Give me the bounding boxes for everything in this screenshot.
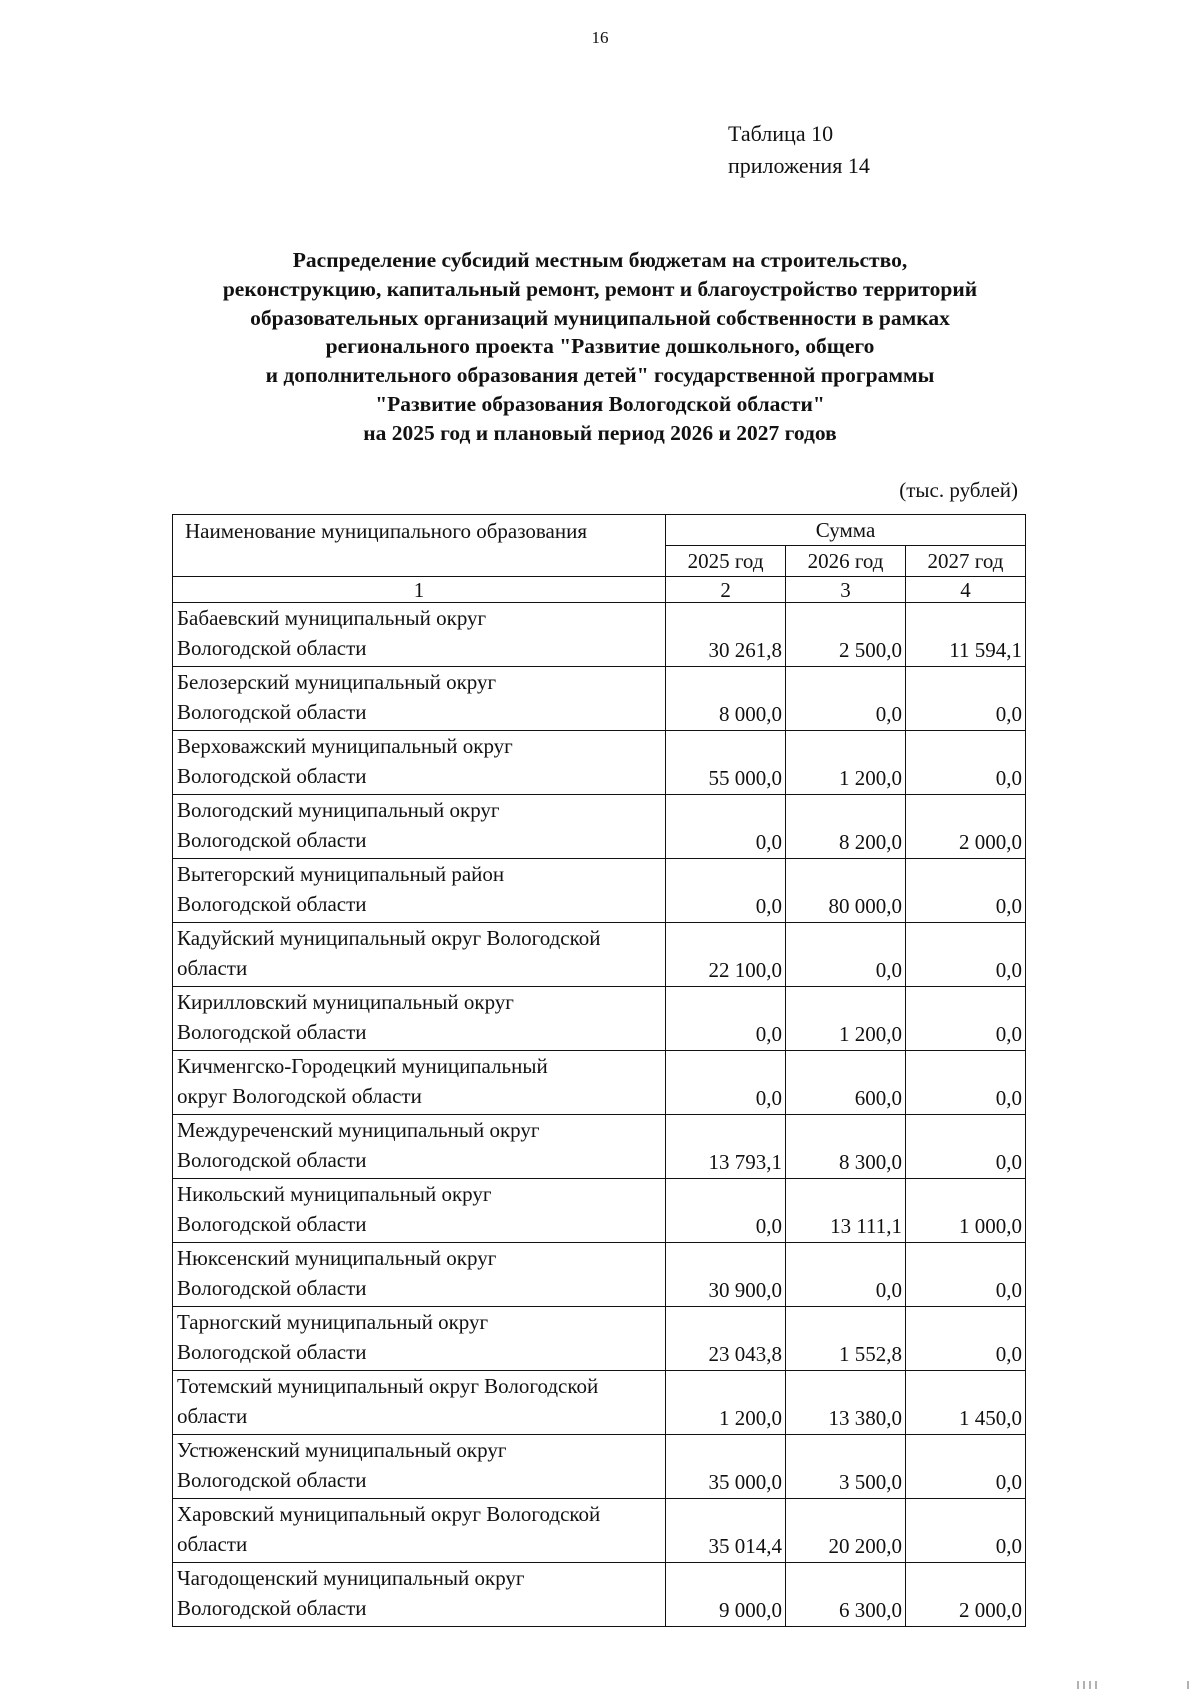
amount-2025-cell: 0,0 bbox=[666, 1179, 786, 1243]
municipality-name-cell bbox=[173, 1307, 666, 1371]
attachment-appendix-label: приложения 14 bbox=[728, 153, 870, 178]
municipality-name-cell bbox=[173, 1243, 666, 1307]
municipality-name-cell bbox=[173, 1371, 666, 1435]
amount-2027-cell: 0,0 bbox=[906, 1435, 1026, 1499]
amount-2025-cell: 0,0 bbox=[666, 859, 786, 923]
municipality-name-line: Кирилловский муниципальный округ bbox=[177, 990, 514, 1014]
amount-2026-cell: 8 200,0 bbox=[786, 795, 906, 859]
municipality-name-line: области bbox=[177, 1532, 248, 1556]
municipality-name-line: Вологодской области bbox=[177, 828, 367, 852]
table-row bbox=[173, 1435, 1026, 1499]
header-year-2027: 2027 год bbox=[906, 546, 1026, 577]
amount-2026-cell: 600,0 bbox=[786, 1051, 906, 1115]
municipality-name-line: Вологодской области bbox=[177, 1468, 367, 1492]
amount-2026-cell: 80 000,0 bbox=[786, 859, 906, 923]
amount-2026-cell: 2 500,0 bbox=[786, 603, 906, 667]
table-row bbox=[173, 1051, 1026, 1115]
municipality-name-cell bbox=[173, 603, 666, 667]
amount-2027-cell: 0,0 bbox=[906, 923, 1026, 987]
municipality-name-line: Харовский муниципальный округ Вологодской bbox=[177, 1502, 601, 1526]
municipality-name-line: Бабаевский муниципальный округ bbox=[177, 606, 487, 630]
municipality-name-line: Вологодской области bbox=[177, 636, 367, 660]
amount-2026-cell: 1 200,0 bbox=[786, 731, 906, 795]
amount-2027-cell: 0,0 bbox=[906, 1499, 1026, 1563]
title-line: "Развитие образования Вологодской области" bbox=[375, 391, 825, 416]
amount-2027-cell: 0,0 bbox=[906, 731, 1026, 795]
title-line: образовательных организаций муниципальной собственности в рамках bbox=[250, 305, 950, 330]
units-label: (тыс. рублей) bbox=[899, 478, 1018, 502]
amount-2025-cell: 0,0 bbox=[666, 1051, 786, 1115]
municipality-name-line: Тарногский муниципальный округ bbox=[177, 1310, 489, 1334]
column-number: 4 bbox=[906, 577, 1026, 603]
amount-2025-cell: 35 014,4 bbox=[666, 1499, 786, 1563]
municipality-name-line: Кичменгско-Городецкий муниципальный bbox=[177, 1054, 548, 1078]
table-row bbox=[173, 1243, 1026, 1307]
amount-2025-cell: 30 261,8 bbox=[666, 603, 786, 667]
table-row bbox=[173, 923, 1026, 987]
column-number: 2 bbox=[666, 577, 786, 603]
title-line: регионального проекта "Развитие дошкольного, общего bbox=[325, 334, 875, 359]
municipality-name-cell bbox=[173, 987, 666, 1051]
table-row bbox=[173, 859, 1026, 923]
municipality-name-line: Нюксенский муниципальный округ bbox=[177, 1246, 497, 1270]
amount-2026-cell: 0,0 bbox=[786, 923, 906, 987]
amount-2025-cell: 0,0 bbox=[666, 795, 786, 859]
municipality-name-line: Устюженский муниципальный округ bbox=[177, 1438, 507, 1462]
amount-2027-cell: 0,0 bbox=[906, 1243, 1026, 1307]
table-row bbox=[173, 1499, 1026, 1563]
municipality-name-line: Вологодской области bbox=[177, 892, 367, 916]
amount-2025-cell: 35 000,0 bbox=[666, 1435, 786, 1499]
municipality-name-line: области bbox=[177, 1404, 248, 1428]
amount-2026-cell: 6 300,0 bbox=[786, 1563, 906, 1627]
municipality-name-cell bbox=[173, 1499, 666, 1563]
amount-2025-cell: 13 793,1 bbox=[666, 1115, 786, 1179]
amount-2027-cell: 11 594,1 bbox=[906, 603, 1026, 667]
municipality-name-line: Вологодской области bbox=[177, 1148, 367, 1172]
municipality-name-line: Вологодской области bbox=[177, 764, 367, 788]
amount-2025-cell: 8 000,0 bbox=[666, 667, 786, 731]
municipality-name-line: Верховажский муниципальный округ bbox=[177, 734, 513, 758]
table-row bbox=[173, 603, 1026, 667]
municipality-name-cell bbox=[173, 731, 666, 795]
municipality-name-cell bbox=[173, 1051, 666, 1115]
municipality-name-line: округ Вологодской области bbox=[177, 1084, 422, 1108]
amount-2027-cell: 0,0 bbox=[906, 1307, 1026, 1371]
amount-2026-cell: 13 380,0 bbox=[786, 1371, 906, 1435]
page-number: 16 bbox=[591, 28, 609, 47]
table-body bbox=[173, 603, 1026, 1627]
municipality-name-line: Вытегорский муниципальный район bbox=[177, 862, 505, 886]
amount-2027-cell: 1 000,0 bbox=[906, 1179, 1026, 1243]
table-row bbox=[173, 1307, 1026, 1371]
amount-2027-cell: 0,0 bbox=[906, 667, 1026, 731]
header-municipality-name: Наименование муниципального образования bbox=[173, 515, 666, 577]
municipality-name-line: Вологодской области bbox=[177, 1020, 367, 1044]
municipality-name-cell bbox=[173, 1435, 666, 1499]
amount-2027-cell: 2 000,0 bbox=[906, 1563, 1026, 1627]
table-row bbox=[173, 1115, 1026, 1179]
table-row bbox=[173, 1179, 1026, 1243]
amount-2026-cell: 1 552,8 bbox=[786, 1307, 906, 1371]
amount-2027-cell: 0,0 bbox=[906, 1115, 1026, 1179]
subsidy-table bbox=[172, 514, 1026, 1627]
header-sum: Сумма bbox=[666, 515, 1026, 546]
municipality-name-cell bbox=[173, 923, 666, 987]
municipality-name-cell bbox=[173, 1179, 666, 1243]
municipality-name-line: Вологодской области bbox=[177, 1340, 367, 1364]
municipality-name-line: Вологодской области bbox=[177, 1212, 367, 1236]
table-row bbox=[173, 795, 1026, 859]
table-row bbox=[173, 1371, 1026, 1435]
header-year-2026: 2026 год bbox=[786, 546, 906, 577]
municipality-name-line: Чагодощенский муниципальный округ bbox=[177, 1566, 525, 1590]
amount-2027-cell: 2 000,0 bbox=[906, 795, 1026, 859]
amount-2026-cell: 3 500,0 bbox=[786, 1435, 906, 1499]
municipality-name-cell bbox=[173, 667, 666, 731]
amount-2027-cell: 0,0 bbox=[906, 859, 1026, 923]
title-line: реконструкцию, капитальный ремонт, ремонт и благоустройство территорий bbox=[222, 276, 978, 301]
amount-2025-cell: 23 043,8 bbox=[666, 1307, 786, 1371]
municipality-name-line: области bbox=[177, 956, 248, 980]
table-row bbox=[173, 731, 1026, 795]
document-title bbox=[160, 246, 1040, 448]
attachment-reference bbox=[728, 118, 870, 182]
municipality-name-cell bbox=[173, 1563, 666, 1627]
title-line: Распределение субсидий местным бюджетам на строительство, bbox=[292, 248, 908, 272]
municipality-name-line: Вологодский муниципальный округ bbox=[177, 798, 500, 822]
amount-2025-cell: 0,0 bbox=[666, 987, 786, 1051]
amount-2026-cell: 1 200,0 bbox=[786, 987, 906, 1051]
table-row bbox=[173, 987, 1026, 1051]
amount-2027-cell: 0,0 bbox=[906, 987, 1026, 1051]
column-number: 3 bbox=[786, 577, 906, 603]
table-row bbox=[173, 1563, 1026, 1627]
municipality-name-line: Тотемский муниципальный округ Вологодской bbox=[177, 1374, 599, 1398]
municipality-name-line: Белозерский муниципальный округ bbox=[177, 670, 497, 694]
amount-2025-cell: 30 900,0 bbox=[666, 1243, 786, 1307]
amount-2025-cell: 1 200,0 bbox=[666, 1371, 786, 1435]
municipality-name-line: Никольский муниципальный округ bbox=[177, 1182, 492, 1206]
municipality-name-cell bbox=[173, 795, 666, 859]
municipality-name-cell bbox=[173, 1115, 666, 1179]
amount-2026-cell: 8 300,0 bbox=[786, 1115, 906, 1179]
table-row bbox=[173, 667, 1026, 731]
municipality-name-line: Кадуйский муниципальный округ Вологодской bbox=[177, 926, 601, 950]
municipality-name-line: Междуреченский муниципальный округ bbox=[177, 1118, 540, 1142]
column-number: 1 bbox=[173, 577, 666, 603]
amount-2027-cell: 0,0 bbox=[906, 1051, 1026, 1115]
scan-tick-marks bbox=[1074, 1680, 1194, 1690]
municipality-name-line: Вологодской области bbox=[177, 1276, 367, 1300]
amount-2025-cell: 55 000,0 bbox=[666, 731, 786, 795]
title-line: и дополнительного образования детей" государственной программы bbox=[265, 363, 935, 388]
amount-2027-cell: 1 450,0 bbox=[906, 1371, 1026, 1435]
municipality-name-cell bbox=[173, 859, 666, 923]
municipality-name-line: Вологодской области bbox=[177, 1596, 367, 1620]
scan-marks bbox=[1074, 1680, 1194, 1693]
header-year-2025: 2025 год bbox=[666, 546, 786, 577]
title-line: на 2025 год и плановый период 2026 и 2027 годов bbox=[363, 420, 837, 445]
amount-2026-cell: 20 200,0 bbox=[786, 1499, 906, 1563]
amount-2025-cell: 22 100,0 bbox=[666, 923, 786, 987]
amount-2026-cell: 0,0 bbox=[786, 1243, 906, 1307]
municipality-name-line: Вологодской области bbox=[177, 700, 367, 724]
amount-2026-cell: 13 111,1 bbox=[786, 1179, 906, 1243]
amount-2025-cell: 9 000,0 bbox=[666, 1563, 786, 1627]
attachment-table-label: Таблица 10 bbox=[728, 121, 834, 146]
amount-2026-cell: 0,0 bbox=[786, 667, 906, 731]
